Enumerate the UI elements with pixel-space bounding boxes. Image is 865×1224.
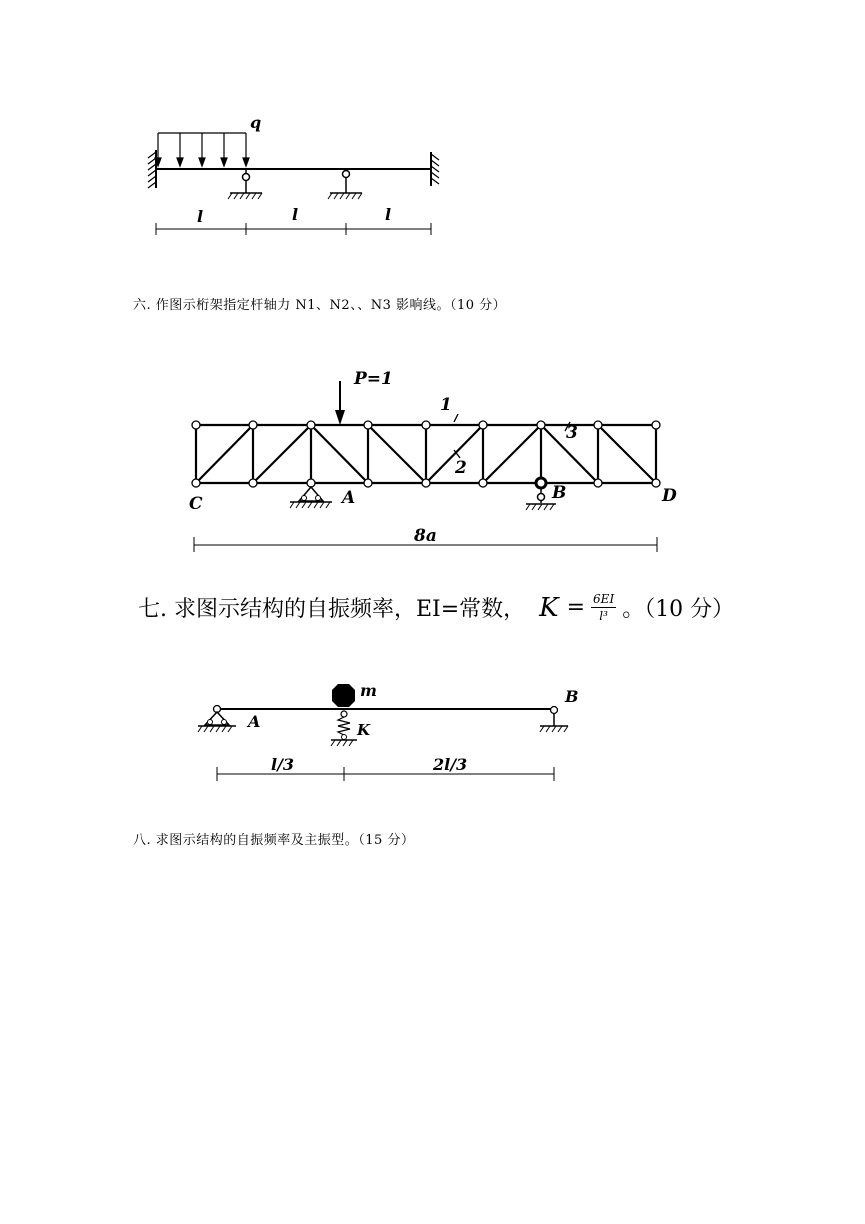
question-6: 六. 作图示桁架指定杆轴力 N1、N2、、N3 影响线。（10 分） bbox=[133, 298, 507, 313]
node-label-d: D bbox=[662, 486, 677, 506]
mass-label-m: m bbox=[360, 681, 377, 700]
equals-sign: = bbox=[566, 595, 586, 620]
figure-1-beam bbox=[0, 100, 865, 250]
member-label-3: 3 bbox=[566, 423, 578, 443]
stiffness-fraction bbox=[591, 593, 616, 622]
k-variable: K bbox=[539, 592, 559, 623]
span-label-l3: l/3 bbox=[271, 755, 295, 774]
fraction-denominator: l³ bbox=[599, 609, 608, 623]
question-7 bbox=[138, 592, 734, 623]
span-label-1: l bbox=[197, 207, 204, 226]
span-label-3: l bbox=[385, 205, 392, 224]
span-label-2: l bbox=[292, 205, 299, 224]
figure-2-truss bbox=[0, 360, 865, 560]
node-label-b-fig3: B bbox=[565, 687, 579, 706]
span-label-8a: 8a bbox=[414, 526, 437, 546]
span-label-2l3: 2l/3 bbox=[433, 755, 468, 774]
question-7-prefix: 七. 求图示结构的自振频率，EI=常数， bbox=[138, 597, 526, 622]
load-label-p: P=1 bbox=[354, 369, 393, 389]
question-8: 八. 求图示结构的自振频率及主振型。（15 分） bbox=[133, 833, 415, 848]
node-label-a: A bbox=[342, 488, 356, 508]
node-label-b: B bbox=[552, 483, 567, 503]
question-7-suffix: 。（10 分） bbox=[622, 597, 735, 622]
load-label-q: q bbox=[250, 113, 262, 132]
fraction-numerator: 6EI bbox=[593, 592, 615, 606]
node-label-a-fig3: A bbox=[248, 712, 261, 731]
figure-3-beam-mass bbox=[0, 670, 865, 800]
spring-label-k: K bbox=[357, 721, 371, 739]
member-label-2: 2 bbox=[455, 458, 467, 478]
member-label-1: 1 bbox=[440, 395, 452, 415]
node-label-c: C bbox=[189, 494, 203, 514]
